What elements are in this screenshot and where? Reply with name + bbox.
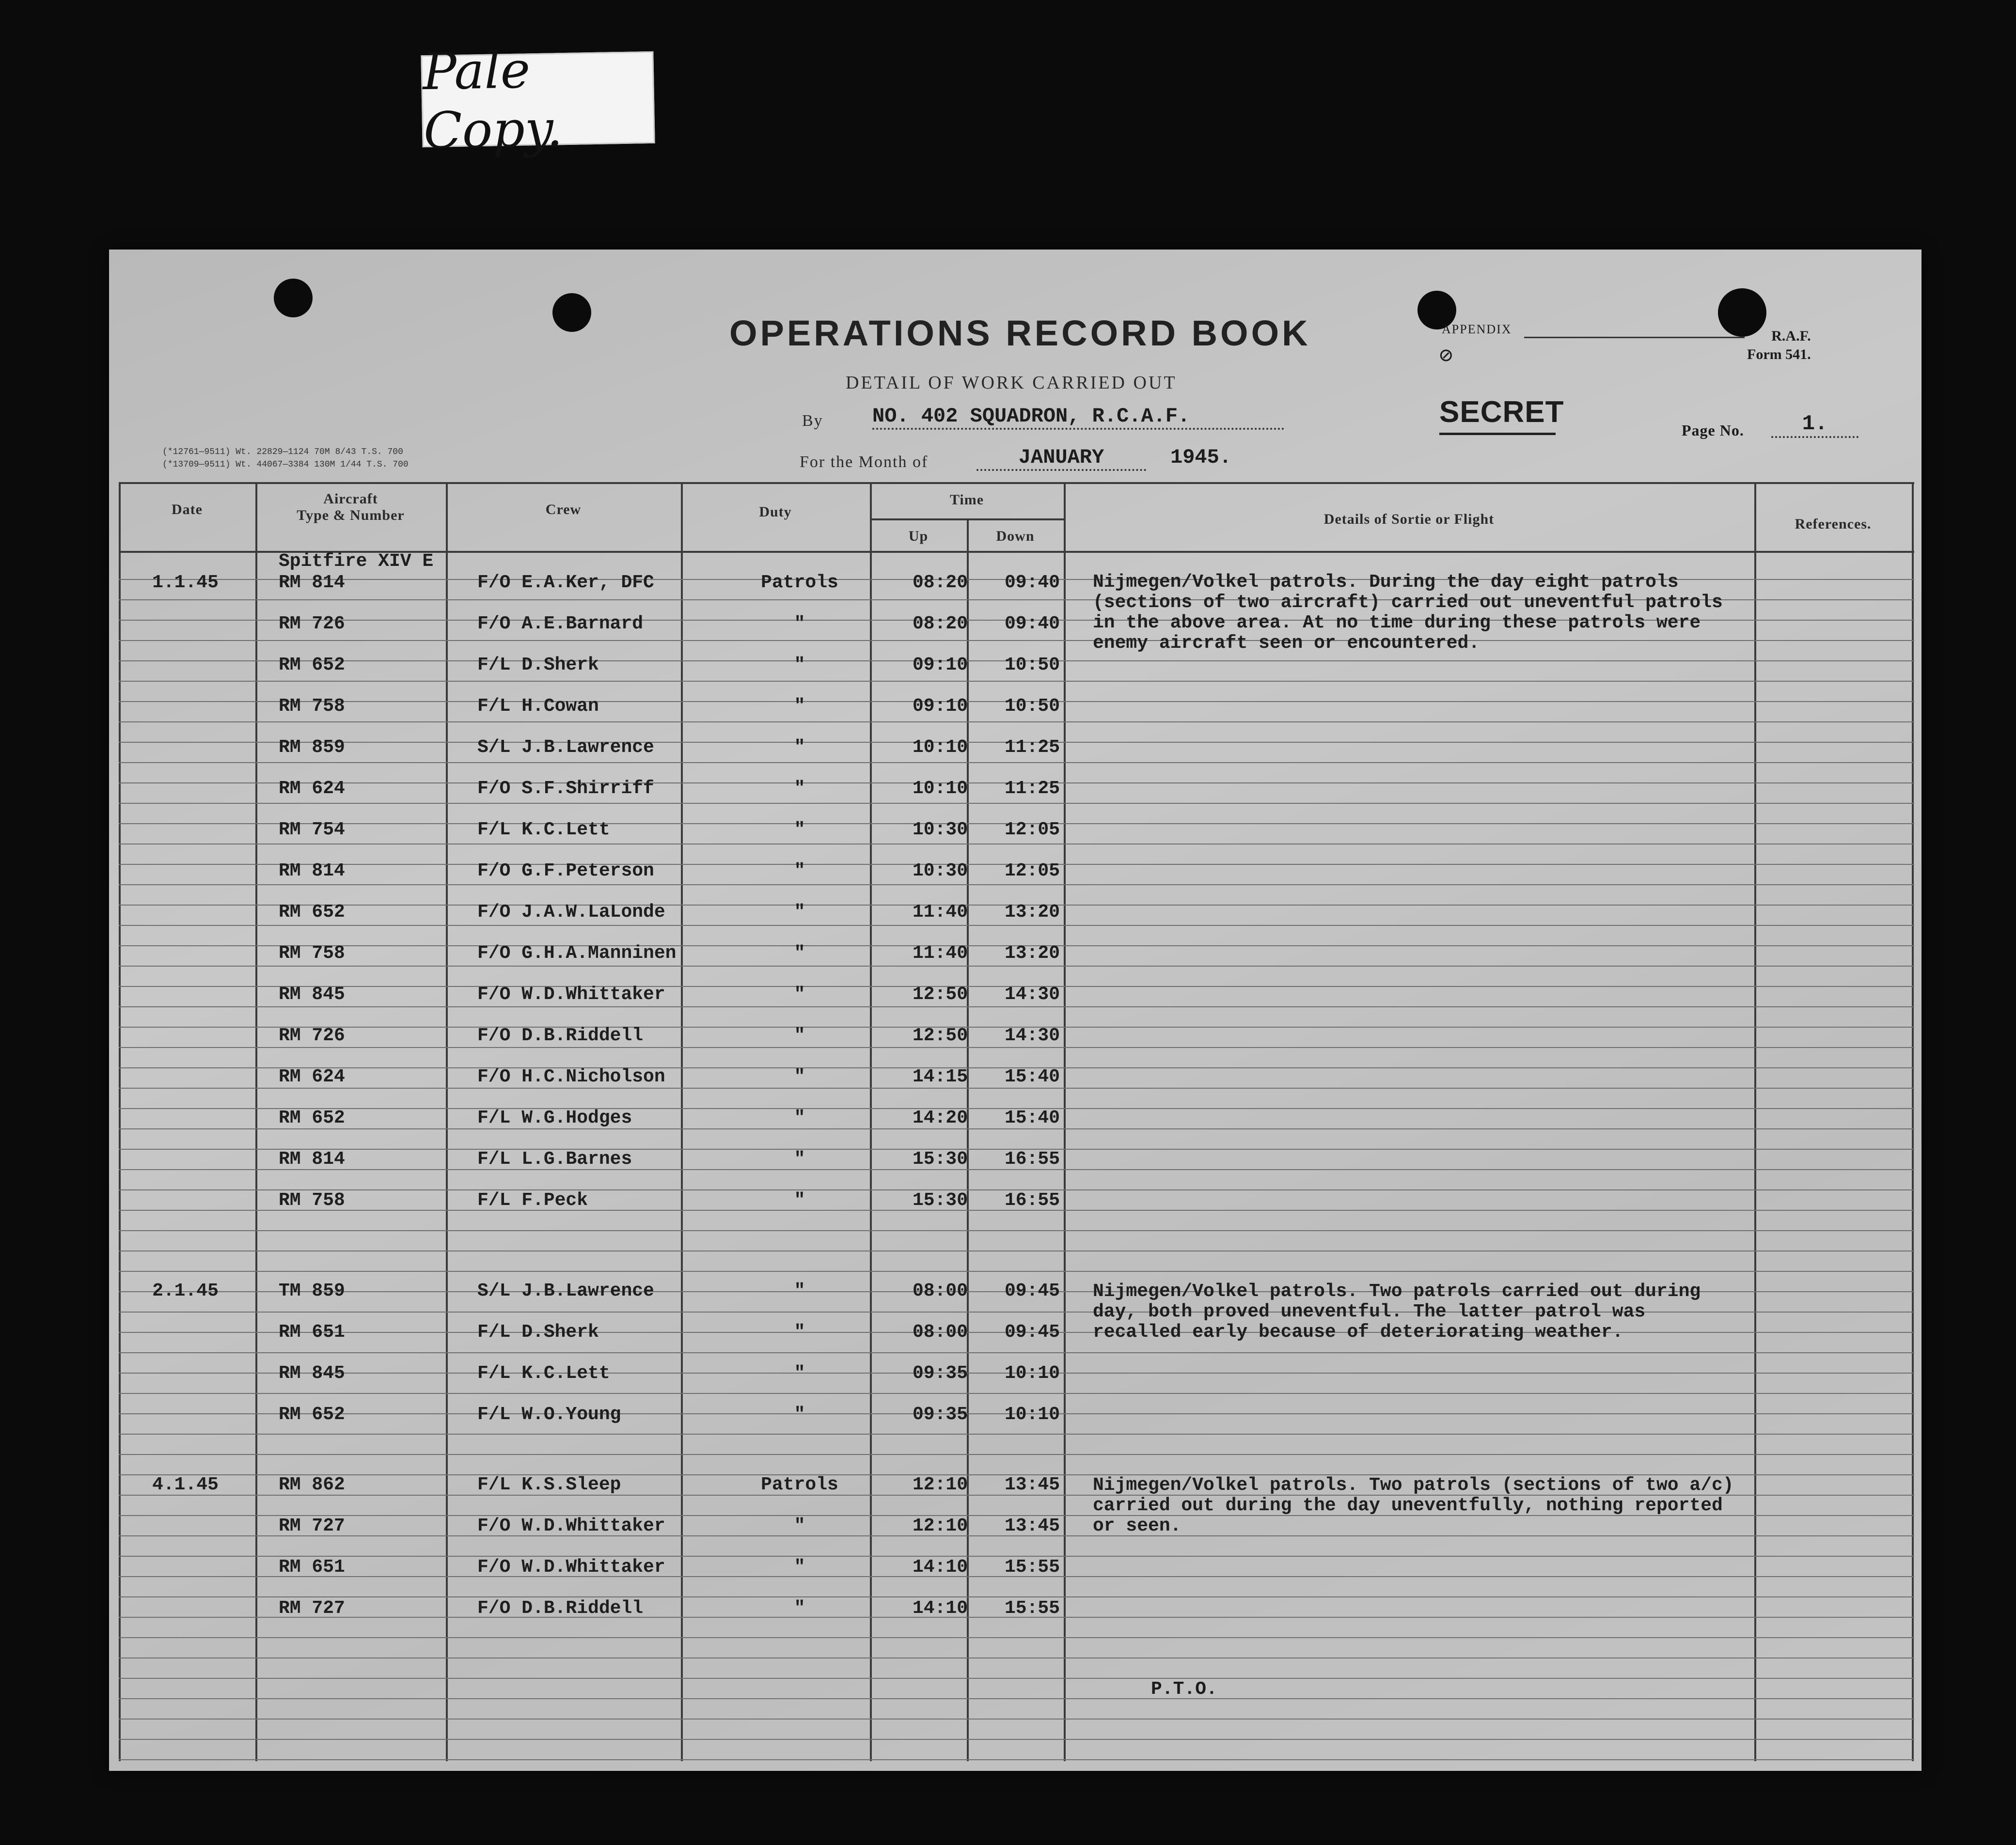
time-up: 14:20: [912, 1108, 968, 1128]
print-code-2: (*13709—9511) Wt. 44067—3384 130M 1/44 T.S. 700: [162, 460, 409, 469]
time-down: 09:40: [1004, 572, 1060, 593]
form-title: OPERATIONS RECORD BOOK: [729, 313, 1311, 353]
details-jan-1: Nijmegen/Volkel patrols. During the day eight patrols (sections of two aircraft) carried out uneventful patrols in the above area. At no time during these patrols were enemy aircraft seen or encountered.: [1093, 572, 1723, 654]
punch-hole: [552, 293, 591, 332]
time-down: 10:50: [1004, 696, 1060, 717]
crew-name: S/L J.B.Lawrence: [477, 737, 654, 758]
duty: ": [794, 1190, 805, 1211]
crew-name: F/O W.D.Whittaker: [477, 984, 665, 1005]
page-number: 1.: [1771, 412, 1858, 438]
col-up: Up: [908, 528, 929, 544]
duty: Patrols: [761, 1474, 838, 1495]
appendix-line: [1524, 337, 1745, 338]
time-down: 15:40: [1004, 1108, 1060, 1128]
crew-name: F/O W.D.Whittaker: [477, 1557, 665, 1578]
print-code-1: (*12761—9511) Wt. 22829—1124 70M 8/43 T.S. 700: [162, 447, 403, 457]
column-divider: [1912, 482, 1914, 1761]
time-down: 11:25: [1004, 778, 1060, 799]
col-time: Time: [949, 492, 984, 508]
aircraft-number: TM 859: [279, 1281, 345, 1301]
ruled-line: [119, 681, 1914, 682]
crew-name: F/L K.S.Sleep: [477, 1474, 621, 1495]
time-down: 12:05: [1004, 819, 1060, 840]
duty: ": [794, 1598, 805, 1619]
duty: ": [794, 1516, 805, 1536]
time-up: 14:10: [912, 1557, 968, 1578]
aircraft-number: RM 814: [279, 1149, 345, 1170]
column-divider: [255, 482, 257, 1761]
col-date: Date: [172, 501, 203, 517]
duty: ": [794, 1363, 805, 1384]
crew-name: F/O G.H.A.Manninen: [477, 943, 677, 964]
duty: ": [794, 737, 805, 758]
entry-date: 2.1.45: [152, 1281, 219, 1301]
duty: ": [794, 613, 805, 634]
crew-name: F/O E.A.Ker, DFC: [477, 572, 654, 593]
squadron-name: NO. 402 SQUADRON, R.C.A.F.: [872, 405, 1284, 430]
time-up: 08:20: [912, 613, 968, 634]
crew-name: F/O D.B.Riddell: [477, 1598, 644, 1619]
duty: Patrols: [761, 572, 838, 593]
ruled-line: [119, 762, 1914, 763]
year-value: 1945.: [1170, 446, 1232, 469]
crew-name: F/L K.C.Lett: [477, 819, 610, 840]
time-up: 14:15: [912, 1066, 968, 1087]
ruled-line: [119, 1454, 1914, 1455]
time-up: 08:20: [912, 572, 968, 593]
aircraft-number: RM 727: [279, 1516, 345, 1536]
aircraft-number: RM 859: [279, 737, 345, 758]
crew-name: F/L W.O.Young: [477, 1404, 621, 1425]
crew-name: F/L W.G.Hodges: [477, 1108, 632, 1128]
col-references: References.: [1795, 516, 1872, 532]
ruled-line: [119, 1088, 1914, 1089]
crew-name: F/L D.Sherk: [477, 655, 599, 675]
entry-date: 1.1.45: [152, 572, 219, 593]
duty: ": [794, 819, 805, 840]
duty: ": [794, 1322, 805, 1343]
aircraft-number: RM 845: [279, 1363, 345, 1384]
aircraft-number: RM 624: [279, 1066, 345, 1087]
details-jan-2: Nijmegen/Volkel patrols. Two patrols carried out during day, both proved uneventful. The latter patrol was recalled early because of deteriorating weather.: [1093, 1281, 1701, 1343]
ruled-line: [119, 721, 1914, 722]
time-up: 11:40: [912, 943, 968, 964]
punch-hole: [274, 279, 313, 317]
ruled-line: [119, 1434, 1914, 1435]
time-down: 15:55: [1004, 1557, 1060, 1578]
crew-name: F/O W.D.Whittaker: [477, 1516, 665, 1536]
month-label: For the Month of: [800, 453, 929, 471]
crew-name: F/O G.F.Peterson: [477, 860, 654, 881]
duty: ": [794, 943, 805, 964]
aircraft-number: RM 814: [279, 572, 345, 593]
ruled-line: [119, 1271, 1914, 1272]
time-down: 12:05: [1004, 860, 1060, 881]
crew-name: F/L D.Sherk: [477, 1322, 599, 1343]
time-down: 11:25: [1004, 737, 1060, 758]
pale-copy-annotation: Pale Copy.: [421, 51, 655, 147]
time-down: 10:50: [1004, 655, 1060, 675]
crew-name: S/L J.B.Lawrence: [477, 1281, 654, 1301]
duty: ": [794, 984, 805, 1005]
form-number: [1747, 327, 1811, 364]
ruled-line: [119, 1719, 1914, 1720]
ruled-line: [119, 1230, 1914, 1231]
col-aircraft-line-2: Type & Number: [297, 507, 405, 523]
duty: ": [794, 655, 805, 675]
col-aircraft: [255, 491, 446, 524]
ruled-line: [119, 1759, 1914, 1760]
ruled-line: [119, 1128, 1914, 1129]
form-subtitle: DETAIL OF WORK CARRIED OUT: [846, 373, 1177, 393]
aircraft-number: RM 652: [279, 1108, 345, 1128]
appendix-label: APPENDIX: [1442, 322, 1512, 336]
aircraft-number: RM 845: [279, 984, 345, 1005]
col-aircraft-line-1: Aircraft: [323, 491, 378, 507]
time-down: 14:30: [1004, 1025, 1060, 1046]
time-up: 09:10: [912, 655, 968, 675]
crew-name: F/O A.E.Barnard: [477, 613, 644, 634]
col-down: Down: [996, 528, 1035, 544]
aircraft-number: RM 758: [279, 1190, 345, 1211]
time-up: 09:35: [912, 1404, 968, 1425]
crew-name: F/L H.Cowan: [477, 696, 599, 717]
time-up: 08:00: [912, 1281, 968, 1301]
time-down: 13:45: [1004, 1516, 1060, 1536]
col-duty: Duty: [759, 504, 792, 520]
crew-name: F/O D.B.Riddell: [477, 1025, 644, 1046]
print-codes: [162, 446, 409, 471]
duty: ": [794, 1108, 805, 1128]
time-down: 10:10: [1004, 1404, 1060, 1425]
aircraft-type: Spitfire XIV E: [279, 551, 434, 572]
classification-underline: [1439, 433, 1556, 435]
aircraft-number: RM 651: [279, 1557, 345, 1578]
please-turn-over: P.T.O.: [1151, 1679, 1217, 1700]
time-up: 10:10: [912, 737, 968, 758]
time-down: 13:45: [1004, 1474, 1060, 1495]
aircraft-number: RM 624: [279, 778, 345, 799]
col-crew: Crew: [545, 501, 582, 517]
time-up: 12:50: [912, 1025, 968, 1046]
ruled-line: [119, 1739, 1914, 1740]
ruled-line: [119, 1698, 1914, 1699]
aircraft-number: RM 651: [279, 1322, 345, 1343]
duty: ": [794, 778, 805, 799]
time-down: 14:30: [1004, 984, 1060, 1005]
ruled-line: [119, 803, 1914, 804]
time-down: 09:45: [1004, 1281, 1060, 1301]
month-value: JANUARY: [976, 446, 1146, 471]
time-up: 15:30: [912, 1190, 968, 1211]
time-up: 15:30: [912, 1149, 968, 1170]
ruled-line: [119, 1006, 1914, 1007]
time-up: 10:30: [912, 819, 968, 840]
duty: ": [794, 1557, 805, 1578]
operations-record-sheet: [109, 250, 1922, 1771]
column-divider: [1754, 482, 1756, 1761]
column-divider: [119, 482, 121, 1761]
aircraft-number: RM 727: [279, 1598, 345, 1619]
aircraft-number: RM 726: [279, 613, 345, 634]
crew-name: F/O J.A.W.LaLonde: [477, 902, 665, 922]
time-up: 12:50: [912, 984, 968, 1005]
ruled-line: [119, 925, 1914, 926]
time-up: 10:30: [912, 860, 968, 881]
duty: ": [794, 1281, 805, 1301]
ruled-line: [119, 1393, 1914, 1394]
time-down: 13:20: [1004, 902, 1060, 922]
duty: ": [794, 902, 805, 922]
page-label: Page No.: [1682, 422, 1744, 439]
time-down: 15:55: [1004, 1598, 1060, 1619]
crew-name: F/L L.G.Barnes: [477, 1149, 632, 1170]
ruled-line: [119, 1596, 1914, 1597]
time-subheader-border: [870, 518, 1064, 520]
raf-line-1: R.A.F.: [1771, 328, 1811, 344]
by-label: By: [802, 412, 823, 430]
aircraft-number: RM 758: [279, 943, 345, 964]
col-details: Details of Sortie or Flight: [1323, 511, 1495, 527]
aircraft-number: RM 652: [279, 902, 345, 922]
aircraft-number: RM 754: [279, 819, 345, 840]
time-down: 16:55: [1004, 1149, 1060, 1170]
crew-name: F/L K.C.Lett: [477, 1363, 610, 1384]
duty: ": [794, 1149, 805, 1170]
classification-stamp: SECRET: [1439, 395, 1564, 429]
aircraft-number: RM 862: [279, 1474, 345, 1495]
entry-date: 4.1.45: [152, 1474, 219, 1495]
time-down: 15:40: [1004, 1066, 1060, 1087]
duty: ": [794, 696, 805, 717]
ruled-line: [119, 1637, 1914, 1638]
aircraft-number: RM 652: [279, 655, 345, 675]
ruled-line: [119, 1047, 1914, 1048]
time-down: 09:40: [1004, 613, 1060, 634]
duty: ": [794, 1066, 805, 1087]
time-up: 14:10: [912, 1598, 968, 1619]
time-down: 10:10: [1004, 1363, 1060, 1384]
raf-line-2: Form 541.: [1747, 346, 1811, 362]
time-up: 08:00: [912, 1322, 968, 1343]
time-down: 13:20: [1004, 943, 1060, 964]
crew-name: F/O S.F.Shirriff: [477, 778, 654, 799]
time-up: 10:10: [912, 778, 968, 799]
table-top-border: [119, 482, 1914, 484]
aircraft-number: RM 814: [279, 860, 345, 881]
details-jan-4: Nijmegen/Volkel patrols. Two patrols (sections of two a/c) carried out during the day uneventfully, nothing reported or seen.: [1093, 1475, 1734, 1536]
ledger-table: [119, 482, 1914, 1761]
ruled-line: [119, 884, 1914, 885]
ruled-line: [119, 966, 1914, 967]
time-up: 12:10: [912, 1516, 968, 1536]
time-up: 12:10: [912, 1474, 968, 1495]
aircraft-number: RM 758: [279, 696, 345, 717]
appendix-mark: ⊘: [1439, 344, 1453, 369]
crew-name: F/O H.C.Nicholson: [477, 1066, 665, 1087]
ruled-line: [119, 1678, 1914, 1679]
duty: ": [794, 1404, 805, 1425]
aircraft-number: RM 652: [279, 1404, 345, 1425]
crew-name: F/L F.Peck: [477, 1190, 588, 1211]
ruled-line: [119, 1657, 1914, 1658]
time-up: 09:10: [912, 696, 968, 717]
time-up: 11:40: [912, 902, 968, 922]
time-down: 09:45: [1004, 1322, 1060, 1343]
aircraft-number: RM 726: [279, 1025, 345, 1046]
time-up: 09:35: [912, 1363, 968, 1384]
duty: ": [794, 1025, 805, 1046]
ruled-line: [119, 1352, 1914, 1353]
time-down: 16:55: [1004, 1190, 1060, 1211]
duty: ": [794, 860, 805, 881]
